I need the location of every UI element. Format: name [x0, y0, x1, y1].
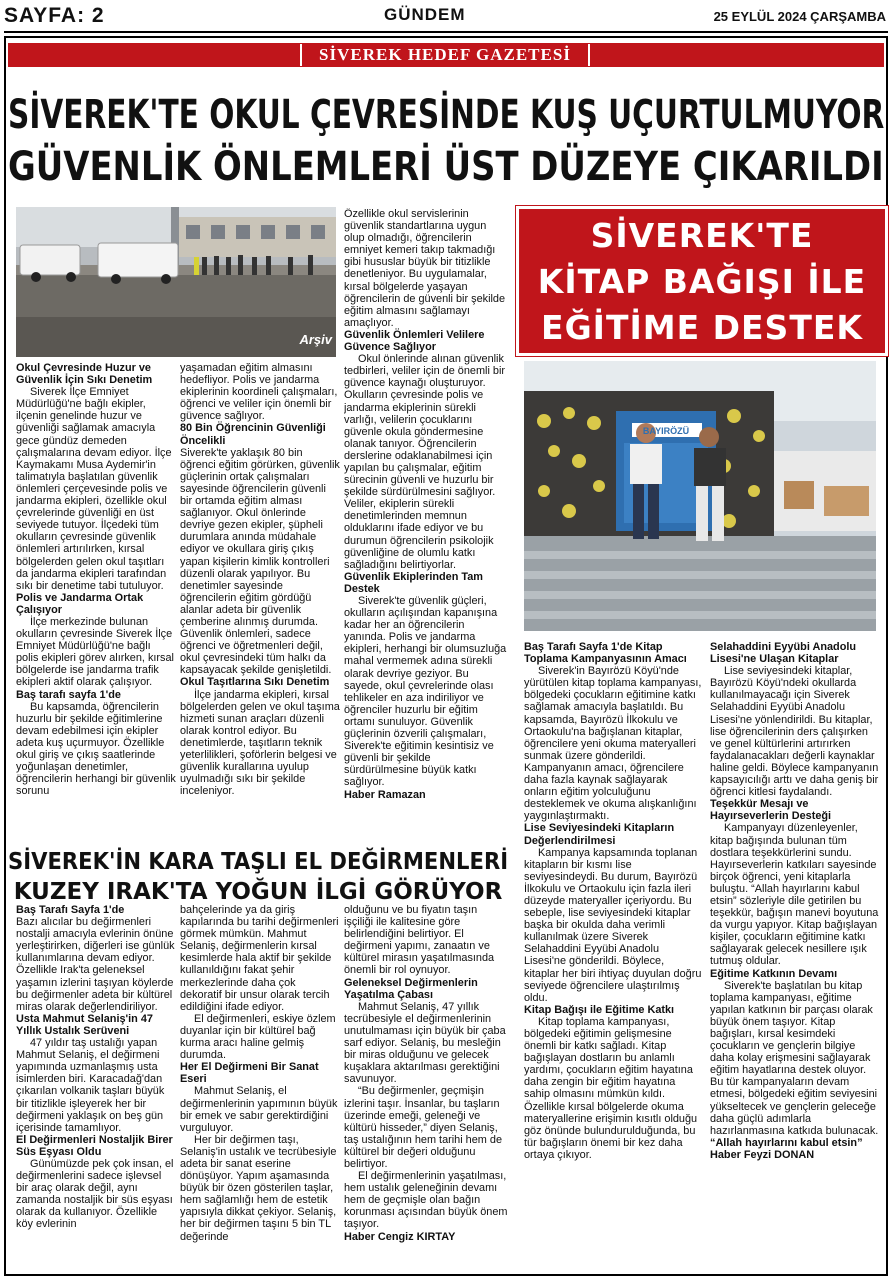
paragraph: Bazı alıcılar bu değirmenleri nostalji amacıyla evlerinin önüne yerleştirirken, diğerleri ise günlük kullanımlarına devam ediyor. Özellikle Irak'ta geleneksel yaşamın izlerini taşıyan köylerde bu değirmenler adeta bir kültürel miras olarak değerlendiriliyor. [16, 916, 175, 1013]
photo-caption: Arşiv [299, 332, 332, 347]
subheading: El Değirmenleri Nostaljik Birer Süs Eşyası Oldu [16, 1133, 173, 1158]
newspaper-name: SİVEREK HEDEF GAZETESİ [300, 44, 590, 66]
byline: Haber Cengiz KIRTAY [344, 1230, 456, 1243]
paragraph: El değirmenlerinin yaşatılması, hem ustalık geleneğinin devamı hem de geçmişle olan bağın korunması açısından büyük önem taşıyor. [344, 1170, 508, 1231]
story1-headline-line1: SİVEREK'TE OKUL ÇEVRESİNDE KUŞ UÇURTULMUYOR [8, 92, 885, 138]
story1-column-1 [16, 362, 176, 834]
paragraph: Özellikle okul servislerinin güvenlik standartlarına uygun olup olmadığı, öğrencilerin emniyet kemeri takıp takmadığı gibi hususlar büyük bir titizlikle denetleniyor. Bu uygulamalar, kırsal bölgelerde yaşayan öğrencilerin de güvenli bir şekilde eğitim almasını sağlamayı amaçlıyor. [344, 208, 506, 329]
story1-headline-line2: GÜVENLİK ÖNLEMLERİ ÜST DÜZEYE ÇIKARILDI [8, 144, 884, 190]
page-number: SAYFA: 2 [4, 4, 105, 27]
school-sign: BAYIRÖZÜ [642, 426, 690, 436]
paragraph: Siverek'te yaklaşık 80 bin öğrenci eğitim görürken, güvenlik güçlerinin ortak çalışmaları sayesinde öğrencilerin güvenli bir ortamda eğitim alması sağlanıyor. Okul önlerinde devriye gezen ekipler, şüpheli durumlara anında müdahale ediyor ve okullara giriş çıkış yapan kişilerin kimlik kontrolleri düzenli olarak yapılıyor. Bu denetimler sayesinde öğrencilerin eğitim gördüğü alanlar adeta bir güvenlik çemberine alınmış durumda. Güvenlik önlemleri, sadece öğrenci ve öğretmenleri değil, okul çevresindeki tüm halkı da kapsayacak şekilde genişletildi. [180, 446, 340, 677]
issue-date: 25 EYLÜL 2024 ÇARŞAMBA [713, 9, 886, 24]
story3-headline-line3: EĞİTİME DESTEK [541, 308, 863, 347]
subheading: Baş Tarafı Sayfa 1'de Kitap Toplama Kampanyasının Amacı [524, 641, 687, 666]
header-rule [4, 31, 888, 33]
section-title: GÜNDEM [384, 5, 466, 24]
subheading: Eğitime Katkının Devamı [710, 967, 838, 980]
story3-headline-box [516, 206, 888, 356]
story1-column-2 [180, 362, 340, 834]
paragraph: İlçe jandarma ekipleri, kırsal bölgelerden gelen ve okul taşıma hizmeti sunan araçları düzenli olarak kontrol ediyor. Bu denetimlerde, taşıtların teknik yeterlilikleri, şoförlerin belgesi ve güvenlik kurallarına uyulup uyulmadığı sıkı bir şekilde inceleniyor. [180, 688, 340, 798]
subheading: Okul Taşıtlarına Sıkı Denetim [180, 676, 330, 689]
story2-headline-line1: SİVEREK'İN KARA TAŞLI EL DEĞİRMENLERİ [8, 849, 509, 875]
paragraph: Siverek'te güvenlik güçleri, okulların açılışından kapanışına kadar her an öğrencilerin yanında. Polis ve jandarma ekipleri, herhangi bir olumsuzluğa mahal vermemek adına sürekli olarak devriye geziyor. Bu sayede, okul çevrelerinde olası tehlikeler en aza indiriliyor ve öğrenciler huzurlu bir eğitim ortamı sunuluyor. Güvenlik güçlerinin özverili çalışmaları, Siverek'te eğitimin kesintisiz ve güvenli bir şekilde sürdürülmesine büyük katkı sağlıyor. [344, 595, 507, 789]
subheading: Polis ve Jandarma Ortak Çalışıyor [16, 591, 144, 616]
paragraph: Siverek İlçe Emniyet Müdürlüğü'ne bağlı ekipler, ilçenin genelinde huzur ve güvenliği sağlamak amacıyla gece gündüz demeden çalışmalarına devam ediyor. İlçe Kaymakamı Musa Aydemir'in talimatıyla başlatılan güvenlik önlemleri çerçevesinde polis ve jandarma ekipleri, özellikle okul çevrelerinde güvenliği en üst seviyede tutuyor. İlçedeki tüm okulların çevresinde güvenlik önlemleri artırılırken, kırsal bölgelerden gelen okul taşıtları da jandarma ekipleri tarafından sıkı bir denetime tabi tutuluyor. [16, 386, 172, 592]
story3-column-1 [524, 641, 702, 1253]
paragraph: 47 yıldır taş ustalığı yapan Mahmut Selaniş, el değirmeni yapımında uzmanlaşmış usta isimlerden biri. Karacadağ'dan çıkarılan volkanik taşları büyük bir titizlikle işleyerek her bir değirmeni yaklaşık on beş gün içerisinde tamamlıyor. [16, 1037, 165, 1134]
story2-headline-line2: KUZEY IRAK'TA YOĞUN İLGİ GÖRÜYOR [13, 879, 503, 905]
subheading: Usta Mahmut Selaniş'in 47 Yıllık Ustalık Serüveni [16, 1012, 153, 1037]
paragraph: Mahmut Selaniş, 47 yıllık tecrübesiyle el değirmenlerinin unutulmaması için büyük bir çaba sarf ediyor. Selaniş, bu mesleğin bir miras olduğunu ve gelecek kuşaklara aktarılması gerektiğini savunuyor. [344, 1000, 506, 1086]
subheading: Kitap Bağışı ile Eğitime Katkı [524, 1003, 675, 1016]
paragraph: Siverek'in Bayırözü Köyü'nde yürütülen kitap toplama kampanyası, bölgedeki çocukların eğitimine katkı sağlamak amacıyla başlatıldı. Bu kapsamda, Bayırözü İlkokulu ve Ortaokulu'na bağışlanan kitaplar, öğrencilere yeni okuma materyalleri sunmak üzere gönderildi. Kampanyanın amacı, öğrencilere daha fazla kaynak sağlayarak onların eğitim yolculuğunu desteklemek ve okuma alışkanlığını yaygınlaştırmaktı. [524, 665, 702, 823]
subheading: 80 Bin Öğrencinin Güvenliği Öncelikli [180, 422, 326, 447]
paragraph: El değirmenleri, eskiye özlem duyanlar için bir kültürel bağ kurma aracı haline gelmiş durumda. [180, 1012, 336, 1062]
paragraph: Günümüzde pek çok insan, el değirmenlerini sadece işlevsel bir araç olarak değil, aynı zamanda nostaljik bir süs eşyası olarak da kullanıyor. Özellikle köy evlerinin [16, 1157, 174, 1231]
subheading: Okul Çevresinde Huzur ve Güvenlik İçin Sıkı Denetim [16, 362, 153, 387]
subheading: Teşekkür Mesajı ve Hayırseverlerin Desteği [710, 798, 832, 823]
paragraph: Lise seviyesindeki kitaplar, Bayırözü Köyü'ndeki okullarda kullanılmayacağı için Siverek Selahaddini Eyyübi Anadolu Lisesi'ne yönlendirildi. Bu kitaplar, lise öğrencilerinin ders çalışırken ve genel kültürlerini artırırken faydalanacakları değerli kaynaklar haline geldi. Böylece kampanyanın kapsayıcılığı arttı ve daha geniş bir öğrenci kitlesi faydalandı. [710, 665, 879, 799]
story1-column-3 [344, 208, 508, 836]
paragraph: Bu kapsamda, öğrencilerin huzurlu bir şekilde eğitimlerine devam edebilmesi için ekipler adeta kuş uçurmuyor. Özellikle okul giriş ve çıkış saatlerinde yoğunlaşan denetimler, öğrencilerin herhangi bir güvenlik sorunu [16, 700, 176, 798]
paragraph: Kitap toplama kampanyası, bölgedeki eğitimin gelişmesine önemli bir katkı sağladı. Kitap bağışlayan dostların bu anlamlı yardımı, çocukların eğitim hayatına daha zengin bir eğitim hayatına sahip olmasını mümkün kıldı. Özellikle kırsal bölgelerde okuma materyallerine erişimin kısıtlı olduğu göz önünde bulundurulduğunda, bu tür bağışların önemi bir kez daha ortaya çıkıyor. [524, 1015, 698, 1161]
subheading: Güvenlik Önlemleri Velilere Güvence Sağlıyor [344, 328, 485, 354]
subheading: Geleneksel Değirmenlerin Yaşatılma Çabası [344, 976, 478, 1001]
paragraph: “Bu değirmenler, geçmişin izlerini taşır. İnsanlar, bu taşların üzerinde emeği, geleneği ve kültürü hisseder,” diyen Selaniş, taş ustalığının hem tarihi hem de kültürel bir değeri olduğunu belirtiyor. [344, 1085, 502, 1170]
byline: Haber Ramazan [344, 788, 426, 801]
paragraph: Her bir değirmen taşı, Selaniş'in ustalık ve tecrübesiyle adeta bir sanat eserine dönüşüyor. Yapım aşamasında büyük bir özen gösterilen taşlar, hem sağlamlığı hem de estetik yapısıyla dikkat çekiyor. Selaniş, her bir değirmen taşını 5 bin TL değerinde [180, 1133, 337, 1243]
paragraph: olduğunu ve bu fiyatın taşın işçiliği ile kalitesine göre belirlendiğini belirtiyor. El değirmeni yapımı, zanaatın ve kültürel mirasın yaşatılmasında önemli bir rol oynuyor. [344, 904, 495, 977]
paragraph: Kampanya kapsamında toplanan kitapların bir kısmı lise seviyesindeydi. Bu durum, Bayırözü İlkokulu ve Ortaokulu için fazla ileri düzeyde materyaller içeriyordu. Bu sebeple, lise seviyesindeki kitaplar başka bir okulda daha verimli kullanılmak üzere Siverek Selahaddini Eyyübi Anadolu Lisesi'ne gönderildi. Böylece, kitaplar her biri ihtiyaç duyulan doğru seviyede öğrencilere ulaştırılmış oldu. [524, 846, 702, 1004]
story3-column-2 [710, 641, 880, 1253]
story3-headline-line2: KİTAP BAĞIŞI İLE [537, 262, 867, 301]
subheading: Selahaddini Eyyübi Anadolu Lisesi'ne Ulaşan Kitaplar [710, 641, 857, 666]
byline: Haber Feyzi DONAN [710, 1148, 815, 1161]
paragraph: Kampanyayı düzenleyenler, kitap bağışında bulunan tüm dostlara teşekkürlerini sundu. Hayırseverlerin katkıları sayesinde birçok öğrenci, yeni kitaplarla buluştu. “Allah hayırlarını kabul etsin” sözleriyle dile getirilen bu teşekkür, bağışın manevi boyutuna da vurgu yapıyor. Kitap bağışlayan kişiler, çocukların eğitimine katkı sağlayarak gelecek nesillere ışık tutmuş oldular. [710, 822, 879, 968]
subheading: Güvenlik Ekiplerinden Tam Destek [344, 570, 483, 595]
paragraph: Siverek'te başlatılan bu kitap toplama kampanyası, eğitime yapılan katkının bir parçası olarak büyük önem taşıyor. Kitap bağışları, kırsal kesimdeki çocukların ve gençlerin bilgiye daha kolay erişmesini sağlayarak eğitim hayatlarına destek oluyor. Bu tür kampanyaların devam etmesi, bölgedeki eğitim seviyesini yükseltecek ve gençlerin geleceğe daha güçlü adımlarla hazırlanmasına katkıda bulunacak. [710, 979, 879, 1137]
paragraph: bahçelerinde ya da giriş kapılarında bu tarihi değirmenleri görmek mümkün. Mahmut Selaniş, değirmenlerin kırsal kesimlerde hala aktif bir şekilde kullanıldığını fakat şehir merkezlerinde daha çok dekoratif bir unsur olarak tercih edildiğini ifade ediyor. [180, 904, 339, 1013]
story2-column-3 [344, 904, 508, 1274]
subheading: Baş Tarafı Sayfa 1'de [16, 904, 125, 916]
closing-quote: “Allah hayırlarını kabul etsin” [710, 1136, 863, 1149]
story1-photo [16, 207, 336, 357]
subheading: Lise Seviyesindeki Kitapların Değerlendirilmesi [524, 822, 675, 847]
paragraph: yaşamadan eğitim almasını hedefliyor. Polis ve jandarma ekiplerinin koordineli çalışmaları, öğrenci ve veliler için önemli bir güvence sağlıyor. [180, 362, 338, 423]
paragraph: İlçe merkezinde bulunan okulların çevresinde Siverek İlçe Emniyet Müdürlüğü'ne bağlı polis ekipleri görev alırken, kırsal bölgelerde ise jandarma trafik ekipleri aktif olarak çalışıyor. [16, 615, 174, 689]
paragraph: Okul önlerinde alınan güvenlik tedbirleri, veliler için de önemli bir güvence kaynağı oluşturuyor. Okulların çevresinde polis ve jandarma ekiplerinin sürekli varlığı, velilerin çocuklarını güvenle okula göndermesine olanak tanıyor. Öğrencilerin derslerine odaklanabilmesi için yapılan bu çalışmalar, eğitim sürecinin güvenli ve huzurlu bir şekilde sürdürülmesini sağlıyor. Veliler, ekiplerin sürekli denetimlerinden memnun olduklarını ifade ediyor ve bu durumun öğrencilerin psikolojik güvenliğine de olumlu katkı sağladığını belirtiyorlar. [344, 353, 506, 571]
story2-column-2 [180, 904, 340, 1274]
subheading: Baş tarafı sayfa 1'de [16, 688, 121, 701]
story3-headline-line1: SİVEREK'TE [590, 216, 814, 255]
story3-photo [524, 361, 876, 631]
story2-column-1 [16, 904, 176, 1274]
paragraph: Mahmut Selaniş, el değirmenlerinin yapımının büyük bir emek ve sabır gerektirdiğini vurguluyor. [180, 1085, 338, 1134]
subheading: Her El Değirmeni Bir Sanat Eseri [180, 1061, 319, 1086]
